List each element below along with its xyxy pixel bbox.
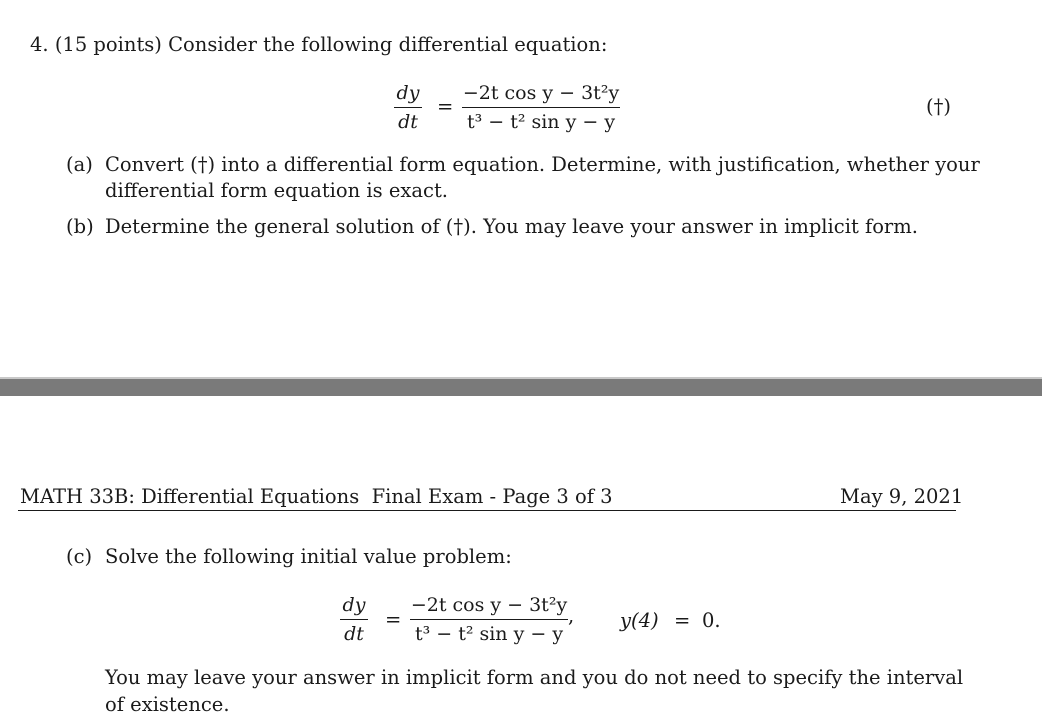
page-break-divider [0,377,1042,396]
problem-number: 4. [30,33,49,56]
ivp-rhs-fraction [410,592,568,647]
equals-sign: = [437,95,454,118]
course-title: MATH 33B: Differential Equations [20,485,360,508]
problem-header [30,32,607,58]
part-a-line2: differential form equation is exact. [105,179,448,202]
part-c-text: Solve the following initial value problem: [105,545,512,568]
problem-prompt: Consider the following differential equation: [168,33,608,56]
part-c-label: (c) [66,545,93,568]
exam-date: May 9, 2021 [840,485,964,508]
part-b-text: Determine the general solution of (†). You may leave your answer in implicit form. [105,215,918,238]
fraction-bar [394,107,422,108]
initial-condition-rhs: 0. [702,609,721,632]
lhs-numerator: dy [396,82,420,104]
ivp-equals-sign: = [385,608,402,631]
rhs-denominator: t³ − t² sin y − y [466,111,616,133]
part-b-label: (b) [66,215,94,238]
problem-points: (15 points) [54,33,162,56]
part-a-line1: Convert (†) into a differential form equation. Determine, with justification, whether your [105,153,980,176]
header-rule [18,510,956,511]
fraction-bar [340,619,368,620]
fraction-bar [410,619,568,620]
ivp-lhs-numerator: dy [342,594,366,616]
ivp-lhs-denominator: dt [344,623,364,645]
ivp-comma: , [568,604,575,627]
ivp-lhs-fraction [340,592,368,647]
part-c-note-line1: You may leave your answer in implicit form and you do not need to specify the interval [105,666,964,689]
ivp-rhs-denominator: t³ − t² sin y − y [414,623,564,645]
ivp-rhs-numerator: −2t cos y − 3t²y [410,594,568,616]
lhs-fraction [394,80,422,135]
initial-condition-lhs: y(4) [620,609,659,632]
equation-tag: (†) [926,95,951,118]
exam-page: Final Exam - Page 3 of 3 [371,485,613,508]
page-header [20,484,613,510]
rhs-numerator: −2t cos y − 3t²y [462,82,620,104]
fraction-bar [462,107,620,108]
lhs-denominator: dt [398,111,418,133]
initial-condition-equals: = [674,609,691,632]
part-c-note-line2: of existence. [105,693,230,716]
part-a-label: (a) [66,153,93,176]
rhs-fraction [462,80,620,135]
